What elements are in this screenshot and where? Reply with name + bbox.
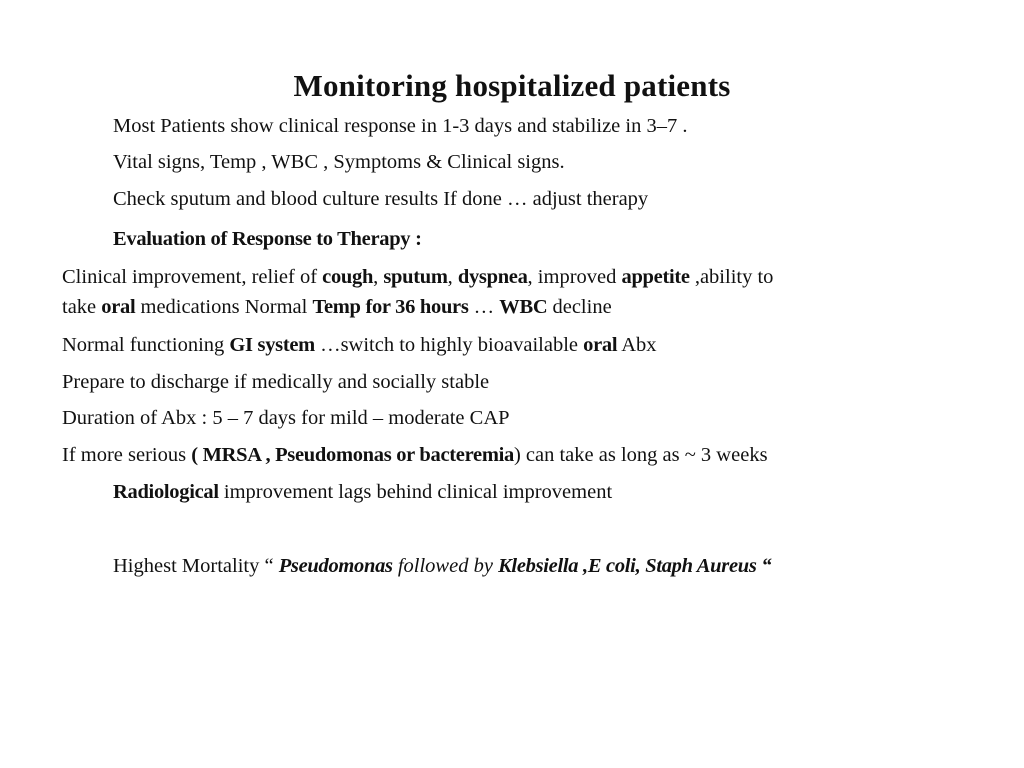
line-text: Check sputum and blood culture results If done … adjust therapy	[113, 188, 649, 210]
line-text: ,	[447, 266, 458, 288]
bullet-gi-system	[62, 330, 657, 360]
line-text: If more serious	[62, 444, 192, 466]
line-text: ) can take as long as ~ 3 weeks	[513, 444, 768, 466]
line-text: Prepare to discharge if medically and socially stable	[62, 371, 490, 393]
line-text: take	[62, 296, 102, 318]
emphasis-appetite: appetite	[621, 266, 690, 288]
line-text: …	[468, 296, 500, 318]
line-text: Clinical improvement, relief of	[62, 266, 323, 288]
line-text: Abx	[617, 334, 657, 356]
heading-text: Evaluation of Response to Therapy :	[113, 228, 422, 250]
bullet-clinical-response	[113, 111, 687, 141]
bullet-highest-mortality	[113, 551, 771, 581]
emphasis-pathogens: ( MRSA , Pseudomonas or bacteremia	[191, 444, 514, 466]
emphasis-organisms: Klebsiella ,E coli, Staph Aureus	[498, 555, 757, 577]
emphasis-gi-system: GI system	[229, 334, 315, 356]
line-text: medications Normal	[135, 296, 313, 318]
line-text: Highest Mortality “	[113, 555, 279, 577]
emphasis-oral: oral	[101, 296, 136, 318]
line-text: decline	[547, 296, 612, 318]
line-text: Most Patients show clinical response in 1-3 days and stabilize in 3–7 .	[113, 115, 688, 137]
emphasis-dyspnea: dyspnea	[457, 266, 528, 288]
bullet-clinical-improvement	[62, 262, 773, 292]
line-text-italic: followed by	[392, 555, 499, 577]
line-text: ,	[373, 266, 384, 288]
bullet-vital-signs	[113, 147, 565, 177]
emphasis-oral: oral	[583, 334, 618, 356]
bullet-more-serious	[62, 440, 768, 470]
bullet-duration-abx	[62, 403, 510, 433]
line-text: …switch to highly bioavailable	[314, 334, 584, 356]
bullet-clinical-improvement-cont	[62, 292, 612, 322]
line-text: Vital signs, Temp , WBC , Symptoms & Clinical signs.	[113, 151, 565, 173]
bullet-discharge	[62, 367, 489, 397]
emphasis-sputum: sputum	[383, 266, 448, 288]
slide-title: Monitoring hospitalized patients	[293, 68, 731, 103]
section-heading-evaluation	[113, 224, 422, 254]
bullet-radiological	[113, 477, 612, 507]
emphasis-pseudomonas: Pseudomonas	[278, 555, 393, 577]
emphasis-wbc: WBC	[499, 296, 548, 318]
line-text: Duration of Abx : 5 – 7 days for mild – moderate CAP	[62, 407, 510, 429]
emphasis-temp-36-hours: Temp for 36 hours	[312, 296, 469, 318]
line-text: Normal functioning	[62, 334, 230, 356]
emphasis-cough: cough	[322, 266, 374, 288]
emphasis-radiological: Radiological	[113, 481, 219, 503]
bullet-check-cultures	[113, 184, 648, 214]
line-text-quote: “	[756, 555, 772, 577]
line-text: , improved	[527, 266, 622, 288]
line-text: improvement lags behind clinical improvement	[218, 481, 613, 503]
line-text: ,ability to	[689, 266, 774, 288]
